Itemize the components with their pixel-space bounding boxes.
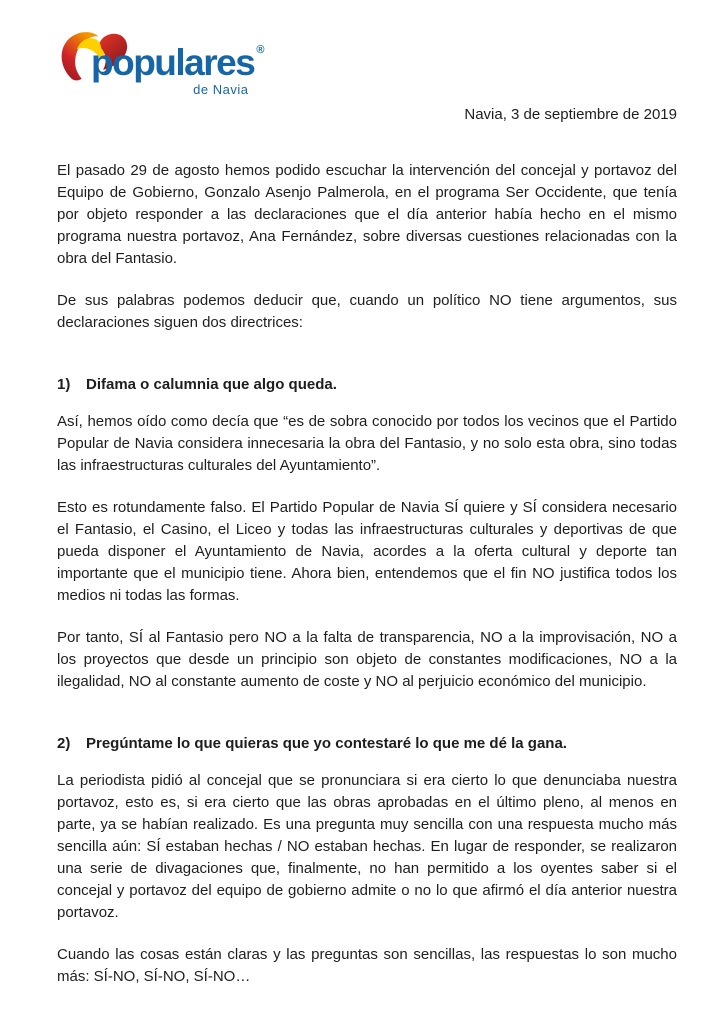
registered-mark: ® bbox=[256, 44, 265, 56]
section-heading-1 bbox=[57, 374, 677, 396]
heading-text: Pregúntame lo que quieras que yo contestaré lo que me dé la gana. bbox=[86, 735, 567, 752]
paragraph-intro: El pasado 29 de agosto hemos podido escuchar la intervención del concejal y portavoz del Equipo de Gobierno, Gonzalo Asenjo Palmerola, en el programa Ser Occidente, que tenía por objeto responder a las declaraciones que el día anterior había hecho en el mismo programa nuestra portavoz, Ana Fernández, sobre diversas cuestiones relacionadas con la obra del Fantasio. bbox=[57, 162, 677, 267]
heading-number: 2) bbox=[57, 735, 71, 752]
date-line: Navia, 3 de septiembre de 2019 bbox=[464, 106, 677, 123]
logo-brand-text: populares bbox=[91, 42, 255, 83]
heading-text: Difama o calumnia que algo queda. bbox=[86, 376, 337, 393]
paragraph-quote: Así, hemos oído como decía que “es de sobra conocido por todos los vecinos que el Partido Popular de Navia considera innecesaria la obra del Fantasio, y no solo esta obra, sino todas las infraestructuras culturales del Ayuntamiento”. bbox=[57, 413, 677, 474]
paragraph-rebuttal: Esto es rotundamente falso. El Partido Popular de Navia SÍ quiere y SÍ considera necesario el Fantasio, el Casino, el Liceo y todas las infraestructuras culturales y deportivas de que pueda disponer el Ayuntamiento de Navia, acordes a la oferta cultural y deporte tan importante que el municipio tiene. Ahora bien, entendemos que el fin NO justifica todos los medios ni todas las formas. bbox=[57, 499, 677, 604]
paragraph-periodista: La periodista pidió al concejal que se pronunciara si era cierto lo que denunciaba nuestra portavoz, esto es, si era cierto que las obras aprobadas en el último pleno, al menos en parte, ya se habían realizado. Es una pregunta muy sencilla con una respuesta mucho más sencilla aún: SÍ estaban hechas / NO estaban hechas. En lugar de responder, se realizaron una serie de divagaciones que, finalmente, no han permitido a los oyentes saber si el concejal y portavoz del equipo de gobierno admite o no lo que afirmó el día anterior nuestra portavoz. bbox=[57, 772, 677, 921]
heading-number: 1) bbox=[57, 376, 71, 393]
paragraph-si-no: Cuando las cosas están claras y las preguntas son sencillas, las respuestas lo son mucho más: SÍ-NO, SÍ-NO, SÍ-NO… bbox=[57, 946, 677, 985]
paragraph-por-tanto: Por tanto, SÍ al Fantasio pero NO a la falta de transparencia, NO a la improvisación, NO a los proyectos que desde un principio son objeto de constantes modificaciones, NO a la ilegalidad, NO al constante aumento de coste y NO al perjuicio económico del municipio. bbox=[57, 629, 677, 690]
logo bbox=[57, 26, 327, 102]
logo-wordmark bbox=[91, 44, 264, 97]
paragraph-directrices: De sus palabras podemos deducir que, cuando un político NO tiene argumentos, sus declaraciones siguen dos directrices: bbox=[57, 292, 677, 331]
logo-subtitle: de Navia bbox=[193, 82, 249, 97]
section-heading-2 bbox=[57, 733, 677, 755]
letter-body bbox=[0, 104, 723, 988]
